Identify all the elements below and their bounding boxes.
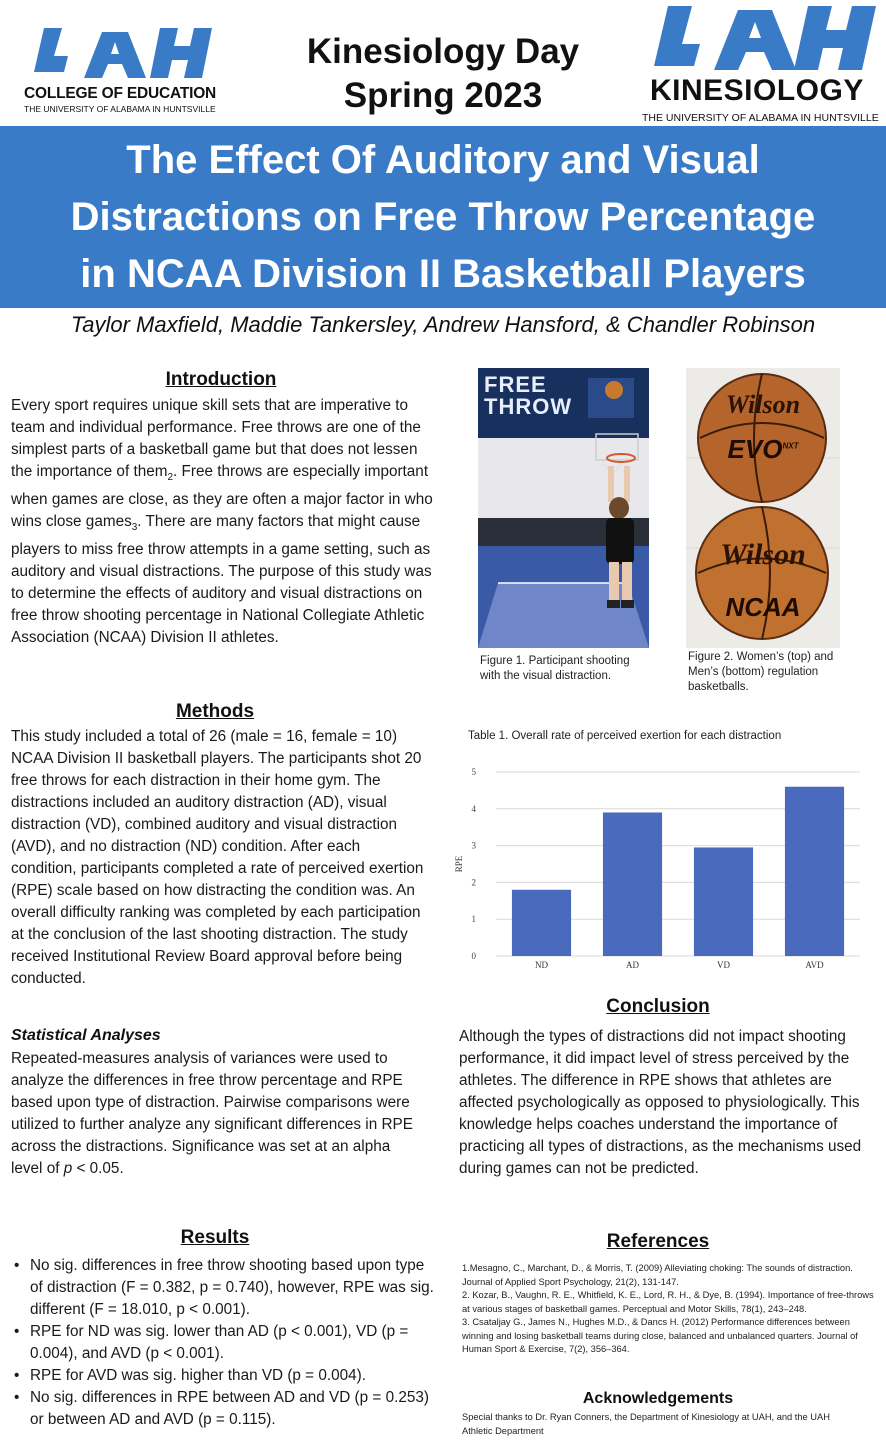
y-tick-label: 1 bbox=[471, 914, 476, 925]
logo-college-name: COLLEGE OF EDUCATION bbox=[24, 85, 217, 102]
x-tick-label: VD bbox=[717, 960, 730, 970]
chart-plot bbox=[440, 726, 880, 976]
ball-brand-text: Wilson bbox=[725, 390, 801, 419]
event-title bbox=[260, 30, 626, 118]
results-item: • No sig. differences in free throw shooting based upon type of distraction (F = 0.382, p = 0.740), however, RPE was sig. different (F = 18.010, p < 0.001). bbox=[30, 1255, 436, 1321]
ball-model-suffix: NXT bbox=[782, 441, 799, 451]
figure-1-caption: Figure 1. Participant shooting with the visual distraction. bbox=[480, 655, 630, 682]
results-item: • RPE for AVD was sig. higher than VD (p = 0.004). bbox=[30, 1365, 436, 1387]
logo-department-name: KINESIOLOGY bbox=[650, 74, 864, 107]
methods-text: This study included a total of 26 (male = 16, female = 10) NCAA Division II basketball players. The participants shot 20 free throws for each distraction in their home gym. The distractions included an auditory distraction (AD), visual distraction (VD), combined auditory and visual distraction (AVD), and no distraction (ND) condition. After each condition, participants completed a rate of perceived exertion (RPE) scale based on how distracting the condition was. An overall difficulty ranking was completed by each participation at the conclusion of the last shooting distraction. The study received Institutional Review Board approval before being conducted. bbox=[11, 728, 424, 987]
figure-1-photo bbox=[478, 368, 649, 648]
introduction-heading: Introduction bbox=[165, 369, 277, 390]
reference-item: 3. Csatalja​y G., James N., Hughes M.D., & Dancs H. (2012) Performance differences between winning and losing basketball teams during close, balanced and unbalanced quarters. Journal of Human Sport & Exercise, 7(2), 356–364. bbox=[462, 1317, 858, 1354]
x-tick-label: ND bbox=[535, 960, 548, 970]
y-tick-label: 2 bbox=[471, 877, 476, 888]
reference-item: 2. Kozar, B., Vaughn, R. E., Whitfield, K. E., Lord, R. H., & Dye, B. (1994). Importance of free-throws at various stages of basketball games. Perceptual and Motor Skills, 78(1), 243–248. bbox=[462, 1290, 874, 1314]
stats-text-part: Repeated-measures analysis of variances were used to analyze the differences in free throw percentage and RPE based upon type of distraction. Pairwise comparisons were utilized to further analyze any significant differences in RPE across the distractions. Significance was set at an alpha level of bbox=[11, 1050, 413, 1177]
introduction-text bbox=[11, 395, 435, 649]
results-item: • No sig. differences in RPE between AD and VD (p = 0.253) or between AD and AVD (p = 0.115). bbox=[30, 1387, 436, 1431]
uah-logo-icon bbox=[640, 4, 884, 72]
bar bbox=[512, 890, 571, 956]
chart-title: Table 1. Overall rate of perceived exertion for each distraction bbox=[468, 730, 782, 742]
y-tick-label: 5 bbox=[471, 767, 476, 777]
bar bbox=[603, 812, 662, 956]
logo-university-name: THE UNIVERSITY OF ALABAMA IN HUNTSVILLE bbox=[24, 104, 216, 114]
stats-text-part: < 0.05. bbox=[72, 1160, 124, 1177]
references-heading: References bbox=[606, 1231, 710, 1252]
figure-2-caption: Figure 2. Women’s (top) and Men’s (bottom) regulation basketballs. bbox=[688, 651, 834, 693]
authors: Taylor Maxfield, Maddie Tankersley, Andrew Hansford, & Chandler Robinson bbox=[70, 312, 816, 337]
uah-logo-icon bbox=[24, 28, 224, 84]
ball-model-name: EVO bbox=[727, 434, 783, 464]
poster-title bbox=[0, 132, 886, 303]
y-tick-label: 3 bbox=[471, 840, 476, 851]
conclusion-heading: Conclusion bbox=[606, 996, 710, 1017]
ball-model-text: NCAA bbox=[725, 592, 801, 622]
event-name: Kinesiology Day bbox=[306, 32, 580, 71]
event-term: Spring 2023 bbox=[343, 76, 543, 115]
results-item: • RPE for ND was sig. lower than AD (p < 0.001), VD (p = 0.004), and AVD (p < 0.001). bbox=[30, 1321, 436, 1365]
ball-model-text bbox=[686, 434, 840, 465]
kinesiology-logo bbox=[640, 4, 884, 126]
x-tick-label: AVD bbox=[805, 960, 824, 970]
intro-text-part: . There are many factors that might cause players to miss free throw attempts in a game setting, such as auditory and visual distractions. The purpose of this study was to determine the effects of auditory and visual distractions on free throw shooting percentage in National Collegiate Athletic Association (NCAA) Division II athletes. bbox=[11, 513, 432, 647]
y-tick-label: 4 bbox=[471, 803, 476, 814]
methods-heading: Methods bbox=[175, 701, 255, 722]
free-throw-overlay-text: FREE THROW bbox=[484, 372, 573, 419]
results-list bbox=[12, 1255, 436, 1431]
bar bbox=[785, 787, 844, 956]
college-of-education-logo bbox=[24, 28, 224, 120]
title-line: in NCAA Division II Basketball Players bbox=[80, 252, 806, 296]
intro-text-part: . Free throws are especially important when games are close, as they are often a major factor in who wins close games bbox=[11, 463, 433, 531]
references-list bbox=[462, 1262, 874, 1357]
conclusion-text: Although the types of distractions did not impact shooting performance, it did impact level of stress perceived by the athletes. The difference in RPE shows that athletes are affected psychologically as opposed to physiologically. This knowledge helps coaches understand the importance of practicing all types of distractions, as the mechanisms used during games can not be predicted. bbox=[459, 1028, 862, 1177]
statistical-analyses-heading: Statistical Analyses bbox=[11, 1027, 161, 1044]
statistical-analyses-text bbox=[11, 1048, 425, 1180]
bar bbox=[694, 847, 753, 956]
y-axis-label: RPE bbox=[454, 855, 464, 873]
logo-university-name: THE UNIVERSITY OF ALABAMA IN HUNTSVILLE bbox=[642, 112, 879, 124]
acknowledgements-text: Special thanks to Dr. Ryan Conners, the Department of Kinesiology at UAH, and the UAH Athletic Department bbox=[462, 1412, 830, 1436]
stats-p-symbol: p bbox=[63, 1160, 73, 1177]
acknowledgements-heading: Acknowledgements bbox=[582, 1390, 734, 1407]
ball-brand-text: Wilson bbox=[720, 538, 806, 571]
figure-2-photo bbox=[686, 368, 840, 648]
y-tick-label: 0 bbox=[471, 951, 476, 961]
citation-number: 2 bbox=[167, 472, 174, 484]
reference-item: 1.Mesagno, C., Marchant, D., & Morris, T. (2009) Alleviating choking: The sounds of distraction. Journal of Applied Sport Psychology, 21(2), 131-147. bbox=[462, 1263, 853, 1287]
title-line: Distractions on Free Throw Percentage bbox=[70, 195, 816, 239]
results-heading: Results bbox=[180, 1227, 250, 1248]
x-tick-label: AD bbox=[626, 960, 639, 970]
intro-text-part: Every sport requires unique skill sets that are imperative to team and individual performance. Free throws are one of the simplest parts of a basketball game but that does not lessen the importance of them bbox=[11, 397, 421, 480]
rpe-chart bbox=[440, 726, 880, 976]
citation-number: 3 bbox=[131, 522, 138, 534]
title-line: The Effect Of Auditory and Visual bbox=[126, 138, 760, 182]
